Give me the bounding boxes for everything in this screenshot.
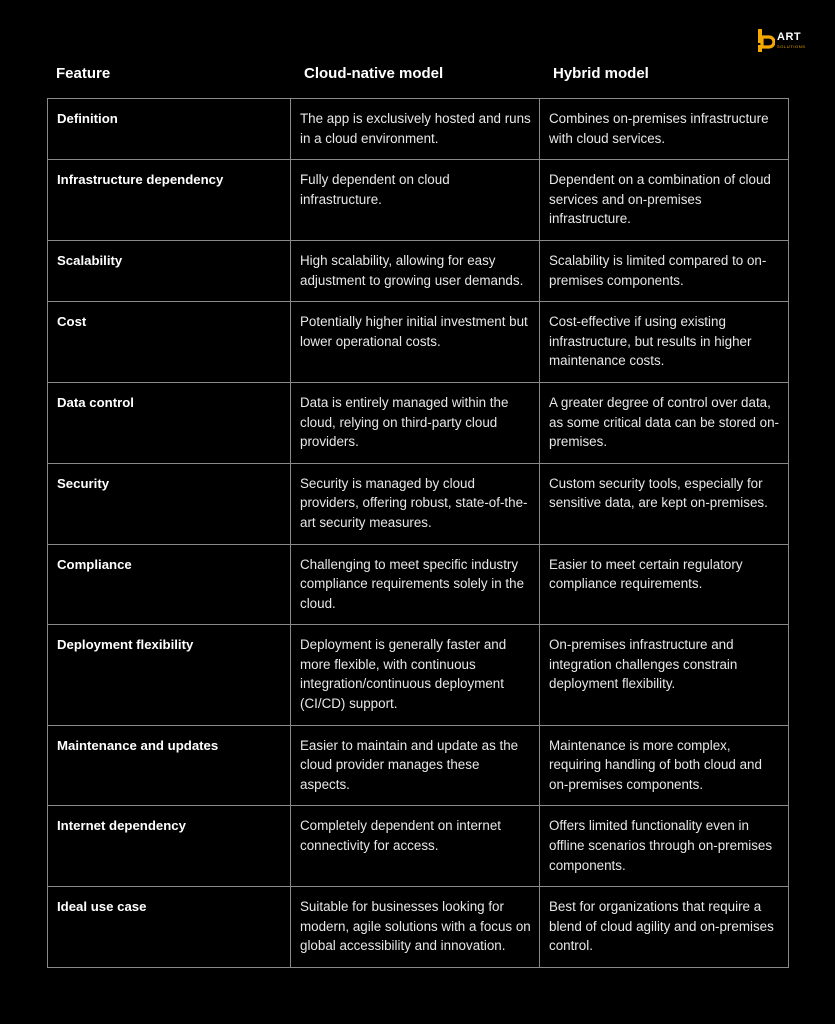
- table-row: [48, 99, 789, 160]
- feature-cell: Infrastructure dependency: [48, 160, 291, 241]
- feature-cell: Ideal use case: [48, 887, 291, 968]
- cloud-native-cell: Fully dependent on cloud infrastructure.: [291, 160, 540, 241]
- cloud-native-cell: Easier to maintain and update as the cloud provider manages these aspects.: [291, 725, 540, 806]
- feature-cell: Deployment flexibility: [48, 625, 291, 725]
- cloud-native-cell: Challenging to meet specific industry compliance requirements solely in the cloud.: [291, 544, 540, 625]
- table-row: [48, 625, 789, 725]
- hybrid-cell: Dependent on a combination of cloud services and on-premises infrastructure.: [540, 160, 789, 241]
- feature-cell: Scalability: [48, 240, 291, 301]
- table-row: [48, 806, 789, 887]
- table-row: [48, 463, 789, 544]
- logo-tagline: SOLUTIONS: [777, 44, 806, 49]
- cloud-native-cell: Suitable for businesses looking for modern, agile solutions with a focus on global accessibility and innovation.: [291, 887, 540, 968]
- feature-cell: Definition: [48, 99, 291, 160]
- cloud-native-cell: Data is entirely managed within the cloud, relying on third-party cloud providers.: [291, 382, 540, 463]
- table-row: [48, 544, 789, 625]
- hybrid-cell: Easier to meet certain regulatory compliance requirements.: [540, 544, 789, 625]
- feature-cell: Maintenance and updates: [48, 725, 291, 806]
- hybrid-cell: A greater degree of control over data, as some critical data can be stored on-premises.: [540, 382, 789, 463]
- table-row: [48, 887, 789, 968]
- table-row: [48, 240, 789, 301]
- hybrid-cell: Custom security tools, especially for sensitive data, are kept on-premises.: [540, 463, 789, 544]
- feature-cell: Security: [48, 463, 291, 544]
- cloud-native-cell: Potentially higher initial investment but lower operational costs.: [291, 302, 540, 383]
- hybrid-cell: Scalability is limited compared to on-premises components.: [540, 240, 789, 301]
- cloud-native-cell: Security is managed by cloud providers, offering robust, state-of-the-art security measures.: [291, 463, 540, 544]
- brand-logo: [757, 28, 813, 54]
- hybrid-cell: Combines on-premises infrastructure with cloud services.: [540, 99, 789, 160]
- table-row: [48, 160, 789, 241]
- cloud-native-cell: Completely dependent on internet connectivity for access.: [291, 806, 540, 887]
- hybrid-cell: Offers limited functionality even in offline scenarios through on-premises components.: [540, 806, 789, 887]
- cloud-native-cell: High scalability, allowing for easy adjustment to growing user demands.: [291, 240, 540, 301]
- header-hybrid: Hybrid model: [553, 65, 649, 82]
- table-row: [48, 302, 789, 383]
- header-cloud-native: Cloud-native model: [304, 65, 444, 82]
- hybrid-cell: Cost-effective if using existing infrastructure, but results in higher maintenance costs.: [540, 302, 789, 383]
- hybrid-cell: Maintenance is more complex, requiring handling of both cloud and on-premises components.: [540, 725, 789, 806]
- hybrid-cell: On-premises infrastructure and integration challenges constrain deployment flexibility.: [540, 625, 789, 725]
- header-feature: Feature: [56, 65, 111, 82]
- table-header: [47, 63, 788, 87]
- cloud-native-cell: The app is exclusively hosted and runs in a cloud environment.: [291, 99, 540, 160]
- logo-mark-icon: [757, 28, 775, 54]
- comparison-table: [47, 98, 789, 968]
- cloud-native-cell: Deployment is generally faster and more flexible, with continuous integration/continuous deployment (CI/CD) support.: [291, 625, 540, 725]
- feature-cell: Internet dependency: [48, 806, 291, 887]
- table-row: [48, 382, 789, 463]
- logo-name: ART: [777, 31, 802, 43]
- hybrid-cell: Best for organizations that require a blend of cloud agility and on-premises control.: [540, 887, 789, 968]
- table-row: [48, 725, 789, 806]
- feature-cell: Compliance: [48, 544, 291, 625]
- feature-cell: Data control: [48, 382, 291, 463]
- feature-cell: Cost: [48, 302, 291, 383]
